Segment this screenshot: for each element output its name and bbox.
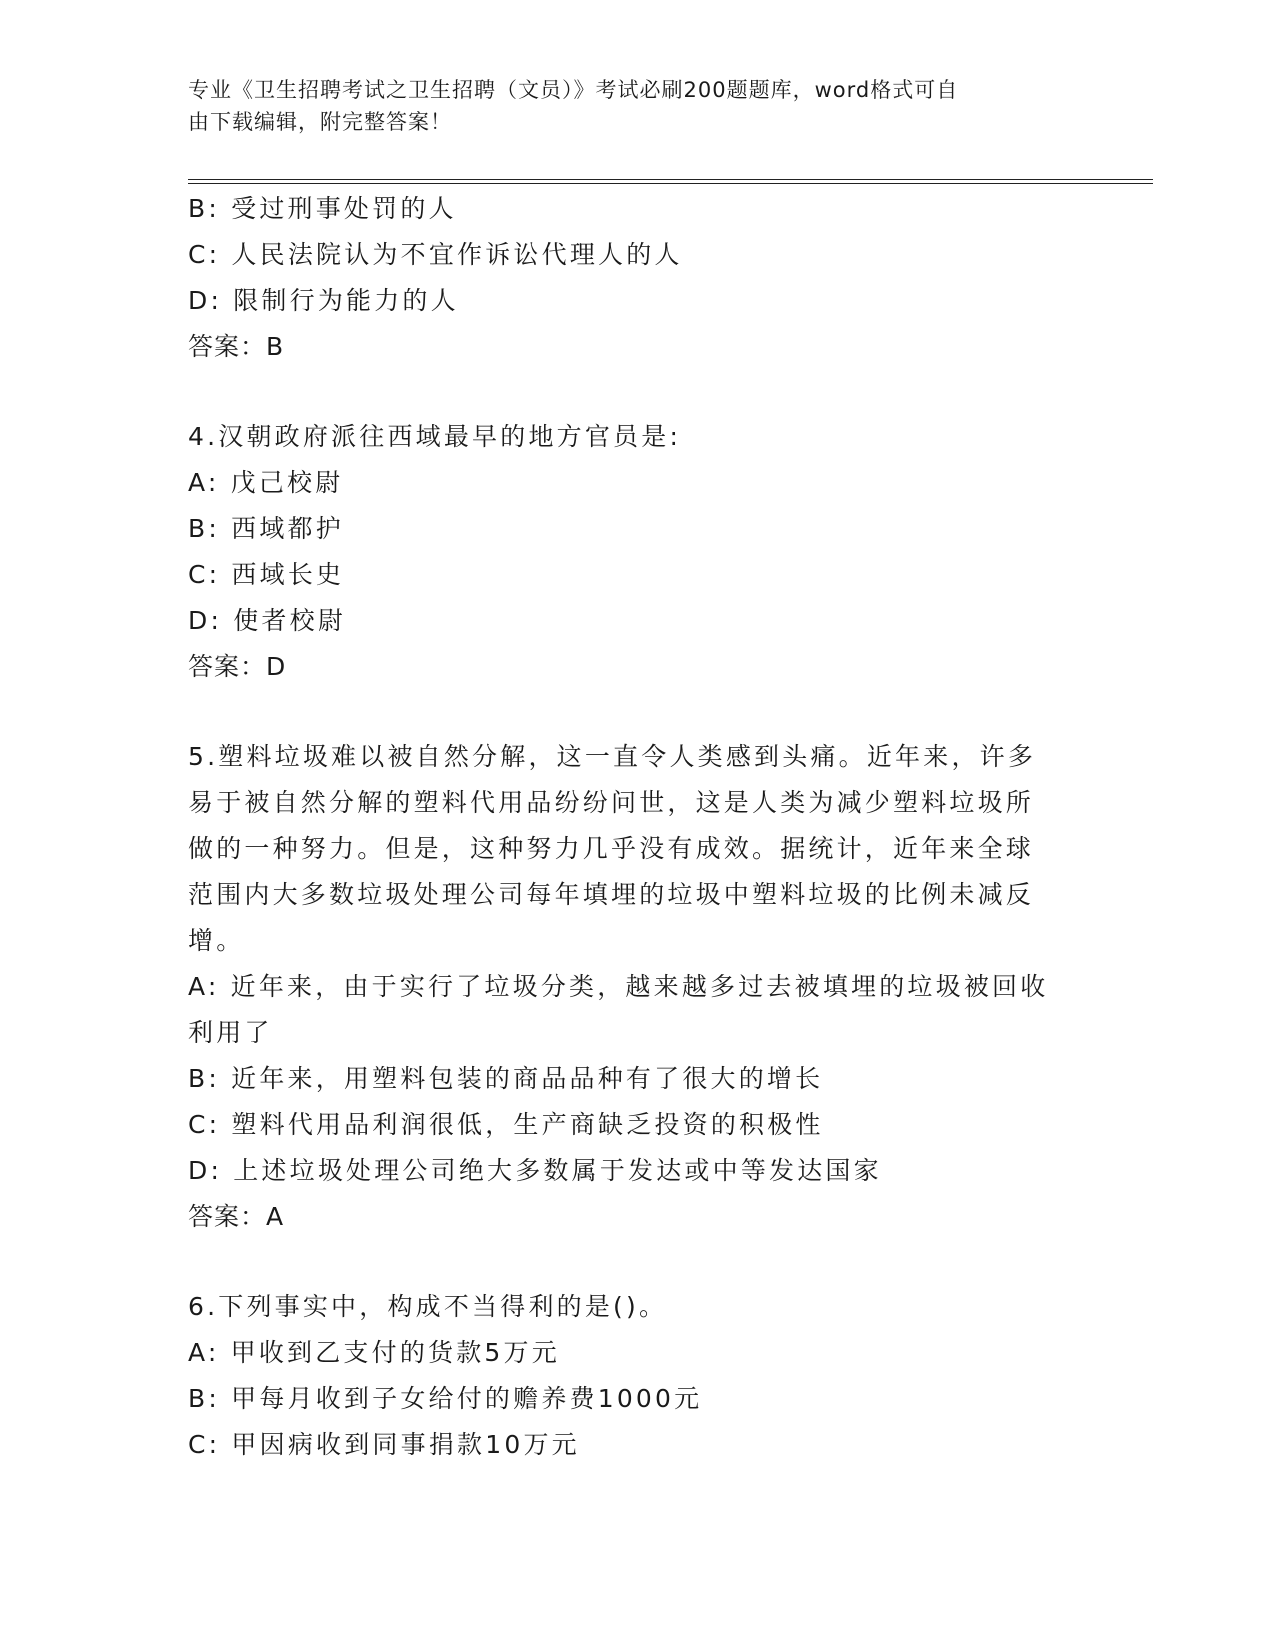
spacer: [188, 370, 1088, 414]
option-c: C: 甲因病收到同事捐款10万元: [188, 1430, 580, 1459]
option-b: B: 甲每月收到子女给付的赡养费1000元: [188, 1384, 703, 1413]
question-text-line: 增。: [188, 926, 245, 955]
question-text: 4.汉朝政府派往西域最早的地方官员是:: [188, 422, 682, 451]
header-divider-bottom: [188, 183, 1153, 184]
spacer: [188, 1240, 1088, 1284]
answer-label: 答案：A: [188, 1202, 285, 1231]
option-b: B: 近年来，用塑料包装的商品品种有了很大的增长: [188, 1064, 824, 1093]
header-line-2: 由下载编辑，附完整答案！: [188, 110, 452, 134]
option-d: D: 上述垃圾处理公司绝大多数属于发达或中等发达国家: [188, 1156, 882, 1185]
header-divider-top: [188, 179, 1153, 180]
answer-label: 答案：D: [188, 652, 287, 681]
question-text-line: 5.塑料垃圾难以被自然分解，这一直令人类感到头痛。近年来，许多: [188, 742, 1037, 771]
option-a: A: 甲收到乙支付的货款5万元: [188, 1338, 560, 1367]
question-5: [188, 734, 1088, 1240]
option-b: B: 西域都护: [188, 514, 344, 543]
option-a: A: 戊己校尉: [188, 468, 344, 497]
option-c: C: 人民法院认为不宜作诉讼代理人的人: [188, 240, 683, 269]
page-header: [188, 74, 1068, 138]
question-text-line: 易于被自然分解的塑料代用品纷纷问世，这是人类为减少塑料垃圾所: [188, 788, 1035, 817]
question-4: [188, 414, 1088, 690]
option-a-line: A: 近年来，由于实行了垃圾分类，越来越多过去被填埋的垃圾被回收: [188, 972, 1049, 1001]
option-d: D: 限制行为能力的人: [188, 286, 459, 315]
header-line-1: 专业《卫生招聘考试之卫生招聘（文员）》考试必刷200题题库，word格式可自: [188, 78, 959, 102]
spacer: [188, 690, 1088, 734]
option-a-line: 利用了: [188, 1018, 273, 1047]
answer-label: 答案：B: [188, 332, 285, 361]
question-6: [188, 1284, 1088, 1468]
option-b: B: 受过刑事处罚的人: [188, 194, 457, 223]
question-text: 6.下列事实中，构成不当得利的是()。: [188, 1292, 668, 1321]
option-c: C: 塑料代用品利润很低，生产商缺乏投资的积极性: [188, 1110, 824, 1139]
question-text-line: 做的一种努力。但是，这种努力几乎没有成效。据统计，近年来全球: [188, 834, 1035, 863]
option-d: D: 使者校尉: [188, 606, 347, 635]
question-text-line: 范围内大多数垃圾处理公司每年填埋的垃圾中塑料垃圾的比例未减反: [188, 880, 1035, 909]
option-c: C: 西域长史: [188, 560, 345, 589]
question-list: [188, 186, 1088, 1468]
question-3: [188, 186, 1088, 370]
